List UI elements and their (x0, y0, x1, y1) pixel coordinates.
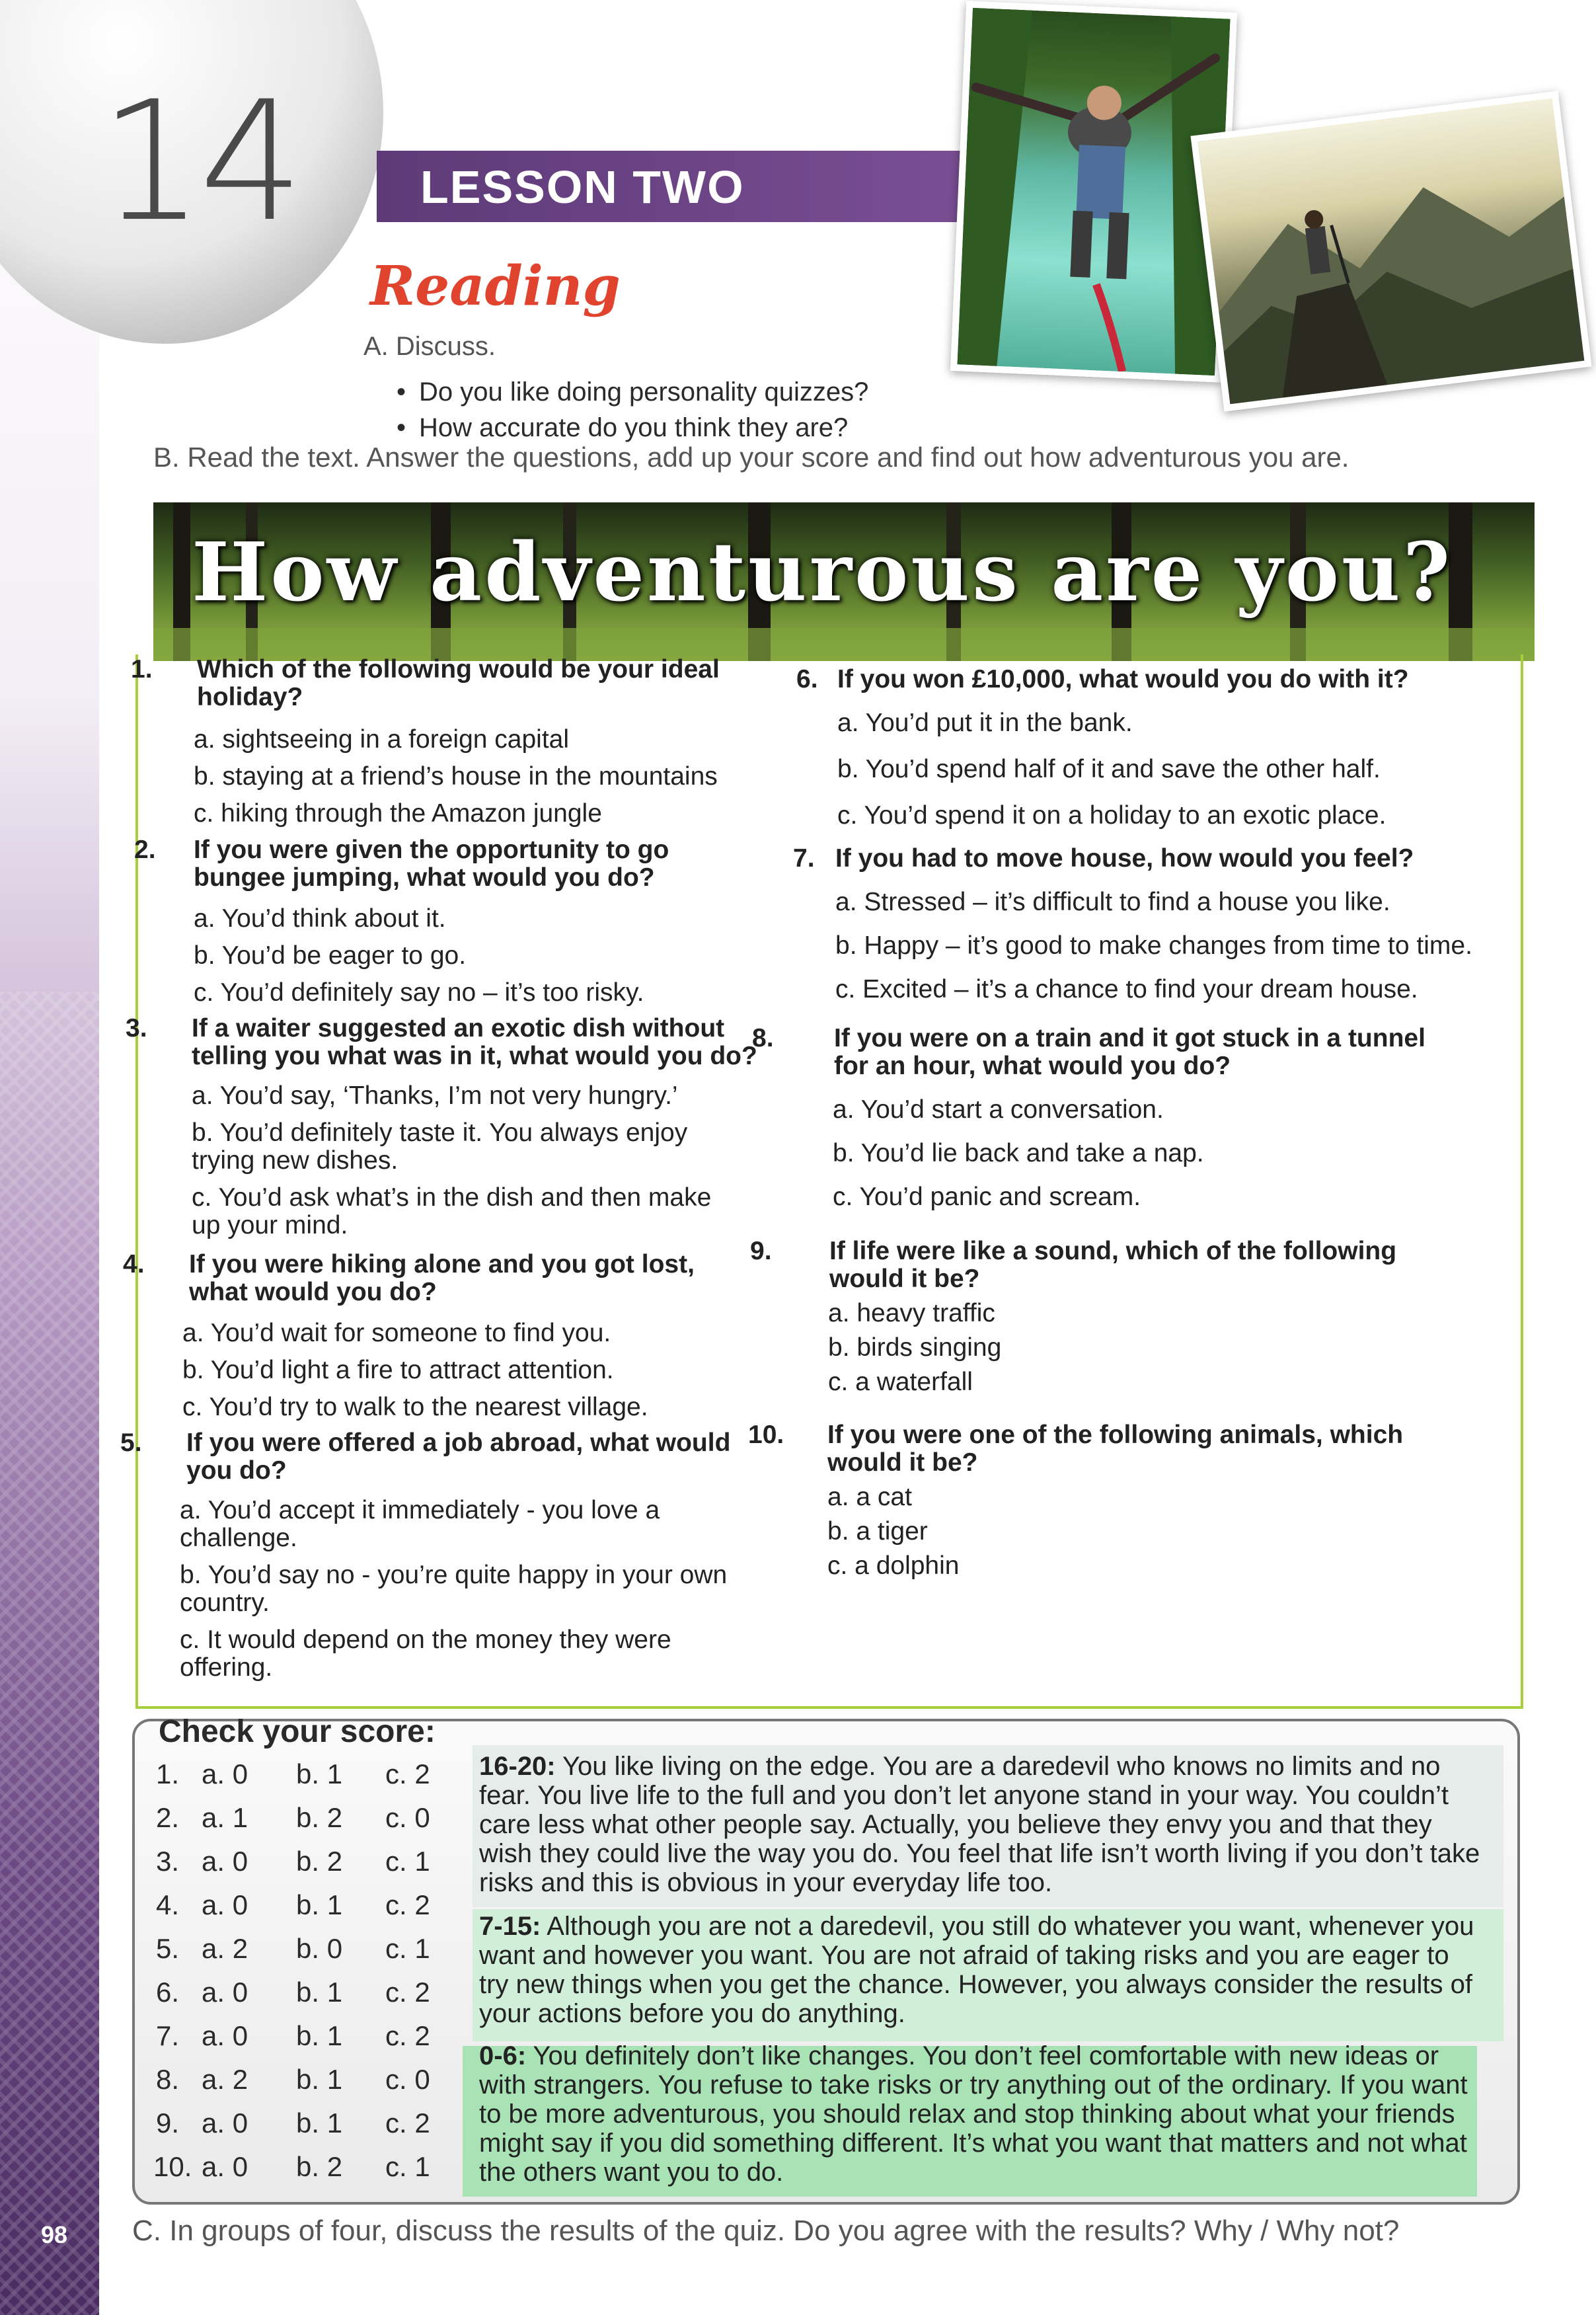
question-7 (793, 845, 1533, 1003)
result-text: Although you are not a daredevil, you still do whatever you want, whenever you want and however you want. You are not afraid of taking risks and you are eager to try new things when you get the chance. However, you always consider the results of your actions before you do anything. (479, 1912, 1474, 2028)
option[interactable]: a. You’d think about it. (194, 904, 446, 933)
question-number: 8. (752, 1024, 774, 1052)
question-title (120, 1429, 761, 1485)
question-text: If you were offered a job abroad, what would you do? (186, 1429, 731, 1485)
score-value: c. 2 (385, 2107, 430, 2138)
option[interactable]: a. Stressed – it’s difficult to find a house you like. (835, 888, 1390, 916)
score-question-number: 10. (153, 2151, 192, 2182)
option[interactable]: b. Happy – it’s good to make changes from time to time. (835, 931, 1472, 960)
question-title (123, 1250, 751, 1306)
result-text: You like living on the edge. You are a daredevil who knows no limits and no fear. You live life to the full and you don’t let anyone stand in your way. You couldn’t care less what other people say. Actually, you believe they envy you and that they wish they could live the way you do. You feel that life isn’t worth living if you don’t take risks and this is obvious in your everyday life too. (479, 1752, 1480, 1897)
option[interactable]: c. a waterfall (828, 1368, 973, 1396)
score-value: a. 2 (202, 1933, 248, 1964)
score-question-number: 8. (156, 2064, 180, 2095)
option[interactable]: b. birds singing (828, 1333, 1002, 1362)
question-title (134, 836, 759, 892)
option[interactable]: b. You’d say no - you’re quite happy in your own country. (180, 1561, 728, 1617)
bungee-jump-photo (950, 1, 1237, 382)
result-low (479, 2041, 1477, 2187)
option[interactable]: c. You’d try to walk to the nearest village. (182, 1393, 648, 1421)
question-number: 10. (748, 1421, 784, 1449)
score-question-number: 6. (156, 1977, 180, 2008)
question-text: If a waiter suggested an exotic dish without telling you what was in it, what would you do? (192, 1014, 757, 1070)
score-value: b. 1 (296, 1977, 343, 2008)
score-value: b. 1 (296, 1889, 343, 1920)
score-question-number: 2. (156, 1802, 180, 1833)
side-pattern (0, 992, 99, 2315)
bungee-jumper-illustration (957, 8, 1230, 375)
score-value: b. 1 (296, 2020, 343, 2051)
option[interactable]: c. It would depend on the money they were offering. (180, 1626, 671, 1682)
question-5 (120, 1429, 775, 1682)
question-text: If you were one of the following animals, which would it be? (827, 1421, 1404, 1477)
part-b-instruction: B. Read the text. Answer the questions, add up your score and find out how adventurous you are. (153, 442, 1349, 473)
score-value: a. 0 (202, 1889, 248, 1920)
score-value: a. 0 (202, 1758, 248, 1789)
score-value: c. 1 (385, 2151, 430, 2182)
option[interactable]: b. a tiger (827, 1517, 928, 1546)
question-title (748, 1421, 1449, 1477)
question-number: 7. (793, 844, 815, 873)
option[interactable]: a. sightseeing in a foreign capital (194, 725, 570, 754)
score-value: a. 0 (202, 2151, 248, 2182)
mountain-illustration (1198, 98, 1585, 405)
score-value: c. 0 (385, 2064, 430, 2095)
score-value: b. 1 (296, 2064, 343, 2095)
option[interactable]: a. You’d put it in the bank. (837, 709, 1133, 737)
question-text: If life were like a sound, which of the following would it be? (829, 1237, 1397, 1293)
score-value: a. 0 (202, 1977, 248, 2008)
score-value: c. 2 (385, 1758, 430, 1789)
option[interactable]: c. a dolphin (827, 1551, 960, 1580)
question-6 (796, 666, 1523, 830)
score-value: b. 2 (296, 1846, 343, 1877)
part-c-instruction: C. In groups of four, discuss the results of the quiz. Do you agree with the results? Why / Why not? (132, 2215, 1400, 2247)
question-title (131, 655, 759, 711)
score-value: a. 0 (202, 2020, 248, 2051)
score-value: a. 0 (202, 2107, 248, 2138)
option[interactable]: c. Excited – it’s a chance to find your dream house. (835, 975, 1418, 1003)
bullet-item: • Do you like doing personality quizzes? (397, 374, 868, 410)
option[interactable]: a. You’d start a conversation. (833, 1095, 1164, 1124)
question-number: 3. (126, 1014, 147, 1042)
option[interactable]: b. You’d be eager to go. (194, 941, 467, 970)
result-high (479, 1752, 1484, 1897)
score-question-number: 4. (156, 1889, 180, 1920)
question-4 (123, 1250, 751, 1421)
score-value: c. 0 (385, 1802, 430, 1833)
option[interactable]: a. heavy traffic (828, 1299, 995, 1327)
option[interactable]: b. You’d light a fire to attract attention. (182, 1356, 614, 1384)
score-title: Check your score: (159, 1714, 436, 1749)
score-value: c. 2 (385, 1889, 430, 1920)
reading-heading: Reading (370, 255, 621, 318)
quiz-title: How adventurous are you? (192, 524, 1453, 619)
option[interactable]: c. You’d panic and scream. (833, 1183, 1141, 1211)
lesson-title: LESSON TWO (420, 161, 745, 213)
option[interactable]: b. staying at a friend’s house in the mountains (194, 762, 718, 791)
option[interactable]: b. You’d lie back and take a nap. (833, 1139, 1204, 1167)
question-text: If you won £10,000, what would you do with it? (837, 665, 1409, 693)
question-title (793, 845, 1533, 873)
question-title (126, 1014, 780, 1070)
option[interactable]: c. You’d ask what’s in the dish and then make up your mind. (192, 1183, 712, 1239)
question-text: If you were hiking alone and you got lost, what would you do? (189, 1250, 695, 1306)
score-value: b. 2 (296, 1802, 343, 1833)
question-text: If you were given the opportunity to go bungee jumping, what would you do? (194, 836, 669, 892)
score-question-number: 3. (156, 1846, 180, 1877)
option[interactable]: a. You’d wait for someone to find you. (182, 1319, 611, 1347)
part-a-label: A. Discuss. (363, 332, 496, 361)
result-range: 7-15: (479, 1912, 541, 1941)
page-number: 98 (41, 2221, 68, 2248)
score-value: a. 0 (202, 1846, 248, 1877)
score-value: b. 0 (296, 1933, 343, 1964)
score-question-number: 5. (156, 1933, 180, 1964)
lesson-number: 14 (99, 65, 299, 258)
question-3 (126, 1014, 780, 1239)
result-mid (479, 1912, 1484, 2028)
score-value: b. 1 (296, 2107, 343, 2138)
score-value: a. 1 (202, 1802, 248, 1833)
score-value: b. 2 (296, 2151, 343, 2182)
score-value: c. 2 (385, 1977, 430, 2008)
result-range: 16-20: (479, 1752, 556, 1781)
score-question-number: 9. (156, 2107, 180, 2138)
result-text: You definitely don’t like changes. You don’t feel comfortable with new ideas or with strangers. You refuse to take risks or try anything out of the ordinary. If you want to be more adventurous, you should relax and stop thinking about what your friends might say if you did something different. It’s what you want that matters and not what the others want you to do. (479, 2041, 1468, 2187)
question-number: 5. (120, 1429, 142, 1457)
question-number: 9. (750, 1237, 772, 1265)
score-value: c. 1 (385, 1933, 430, 1964)
score-value: c. 1 (385, 1846, 430, 1877)
option[interactable]: a. You’d accept it immediately - you love a challenge. (180, 1496, 660, 1552)
question-number: 6. (796, 665, 818, 693)
question-text: If you had to move house, how would you feel? (835, 844, 1414, 873)
option[interactable]: c. hiking through the Amazon jungle (194, 799, 602, 828)
question-number: 2. (134, 836, 156, 864)
question-2 (134, 836, 759, 1007)
option[interactable]: c. You’d definitely say no – it’s too risky. (194, 978, 644, 1007)
question-8 (752, 1024, 1480, 1211)
bullet-item: • How accurate do you think they are? (397, 410, 868, 446)
option[interactable]: c. You’d spend it on a holiday to an exotic place. (837, 801, 1387, 830)
score-value: b. 1 (296, 1758, 343, 1789)
question-text: If you were on a train and it got stuck in a tunnel for an hour, what would you do? (834, 1024, 1425, 1080)
question-title (750, 1237, 1451, 1293)
question-number: 1. (131, 655, 153, 684)
option[interactable]: a. a cat (827, 1483, 912, 1511)
question-text: Which of the following would be your ideal holiday? (197, 655, 720, 711)
question-title (752, 1024, 1454, 1080)
score-value: c. 2 (385, 2020, 430, 2051)
option[interactable]: b. You’d definitely taste it. You always enjoy trying new dishes. (192, 1118, 688, 1175)
discussion-bullets (397, 374, 868, 446)
score-question-number: 1. (156, 1758, 180, 1789)
mountain-hiker-photo (1190, 91, 1591, 411)
option[interactable]: a. You’d say, ‘Thanks, I’m not very hungry.’ (192, 1081, 678, 1110)
question-number: 4. (123, 1250, 145, 1278)
question-title (796, 666, 1523, 693)
result-range: 0-6: (479, 2041, 527, 2070)
option[interactable]: b. You’d spend half of it and save the other half. (837, 755, 1381, 783)
question-1 (131, 655, 759, 828)
question-10 (748, 1421, 1475, 1580)
score-value: a. 2 (202, 2064, 248, 2095)
score-question-number: 7. (156, 2020, 180, 2051)
question-9 (750, 1237, 1477, 1396)
